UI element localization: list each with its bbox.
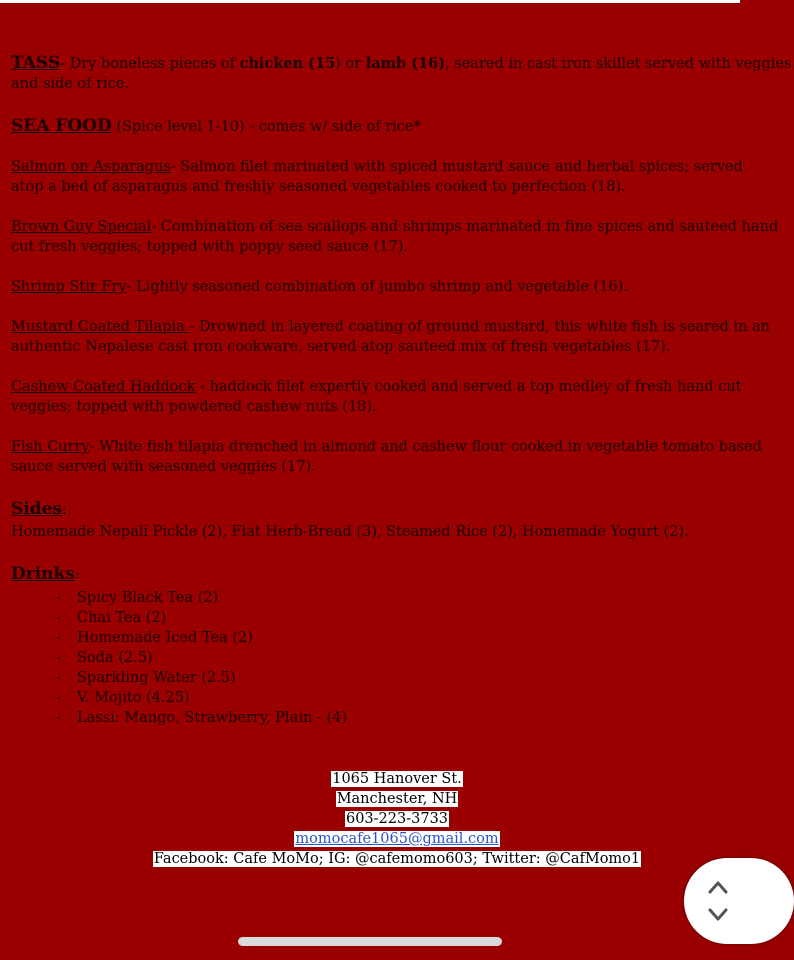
dish-desc-line-1: - Lightly seasoned combination of jumbo shrimp and vegetable (16). [126,279,628,295]
social-handles: Facebook: Cafe MoMo; IG: @cafemomo603; Twitter: @CafMomo1 [153,851,641,867]
tass-line-2: and side of rice. [11,76,130,92]
dish-desc-line-1: - haddock filet expertly cooked and served a top medley of fresh hand cut [195,379,742,395]
drinks-list [56,588,347,728]
drink-label: Soda (2.5) [77,650,153,666]
dish-desc-line-2: veggies; topped with powdered cashew nuts (18). [11,399,377,415]
list-item [56,588,347,608]
tass-text-3: , seared in cast iron skillet served with veggies [445,56,792,72]
list-item [56,688,347,708]
phone-number: 603-223-3733 [345,811,449,827]
scroll-control[interactable] [684,858,794,944]
bullet-dash: - [56,670,61,686]
dish-name: Mustard Coated Tilapia [11,319,190,335]
list-item [56,668,347,688]
list-item [56,648,347,668]
top-edge [0,0,740,3]
dish-item [11,437,762,477]
bullet-dash: - [56,710,61,726]
drinks-section [11,564,751,585]
list-item [56,708,347,728]
address-line-1: 1065 Hanover St. [332,771,462,787]
contact-block [0,768,794,868]
drink-label: Sparkling Water (2.5) [77,670,236,686]
dish-desc-line-1: - White fish tilapia drenched in almond and cashew flour cooked in vegetable tomato based [89,439,762,455]
list-item [56,628,347,648]
tass-text-1: - Dry boneless pieces of [60,56,240,72]
tass-text-2: ) or [335,56,366,72]
dish-desc-line-1: - Combination of sea scallops and shrimps marinated in fine spices and sauteed hand [151,219,779,235]
dish-desc-line-1: - Salmon filet marinated with spiced mustard sauce and herbal spices; served [170,159,743,175]
sides-colon: : [62,502,67,518]
dish-item [11,317,771,357]
seafood-note: (Spice level 1-10) - comes w/ side of rice* [111,119,421,135]
bullet-dash: - [56,610,61,626]
menu-content [11,50,792,585]
tass-lamb: lamb (16) [365,55,446,72]
dish-name: Shrimp Stir Fry [11,279,127,295]
drink-label: Lassi: Mango, Strawberry, Plain - (4) [77,710,347,726]
sides-section [11,499,751,542]
list-item [56,608,347,628]
dish-name: Salmon on Asparagus [11,159,171,175]
tass-chicken: chicken (15 [239,55,336,72]
drink-label: V. Mojito (4.25) [77,690,190,706]
drink-label: Homemade Iced Tea (2) [77,630,253,646]
home-indicator[interactable] [238,937,502,946]
bullet-dash: - [56,630,61,646]
dish-item [11,157,751,197]
drinks-heading: Drinks [11,564,75,584]
bullet-dash: - [56,650,61,666]
dish-desc-line-2: atop a bed of asparagus and freshly seasoned vegetables cooked to perfection (18). [11,179,626,195]
seafood-section [11,116,751,137]
drink-label: Chai Tea (2) [77,610,167,626]
chevron-down-icon[interactable] [708,908,728,922]
tass-heading: TASS [11,53,61,73]
bullet-dash: - [56,690,61,706]
dish-desc-line-1: - Drowned in layered coating of ground mustard, this white fish is seared in an [189,319,771,335]
dish-name: Cashew Coated Haddock [11,379,196,395]
drinks-colon: : [74,567,80,583]
email-link[interactable]: momocafe1065@gmail.com [295,831,499,847]
bullet-dash: - [56,590,61,606]
address-line-2: Manchester, NH [336,791,458,807]
dish-desc-line-2: authentic Nepalese cast iron cookware, served atop sauteed mix of fresh vegetables (17). [11,339,671,355]
tass-section [11,53,792,94]
dish-item [11,277,751,297]
drink-label: Spicy Black Tea (2) [77,590,219,606]
dish-item [11,377,751,417]
seafood-heading: SEA FOOD [11,116,112,136]
chevron-up-icon[interactable] [708,880,728,894]
dish-desc-line-2: cut fresh veggies; topped with poppy seed sauce (17). [11,239,409,255]
dish-desc-line-2: sauce served with seasoned veggies (17). [11,459,316,475]
dish-item [11,217,779,257]
dish-name: Brown Guy Special [11,219,152,235]
dish-name: Fish Curry [11,439,90,455]
sides-items: Homemade Nepali Pickle (2), Flat Herb-Bread (3), Steamed Rice (2), Homemade Yogurt (2). [11,524,689,540]
sides-heading: Sides [11,499,63,519]
